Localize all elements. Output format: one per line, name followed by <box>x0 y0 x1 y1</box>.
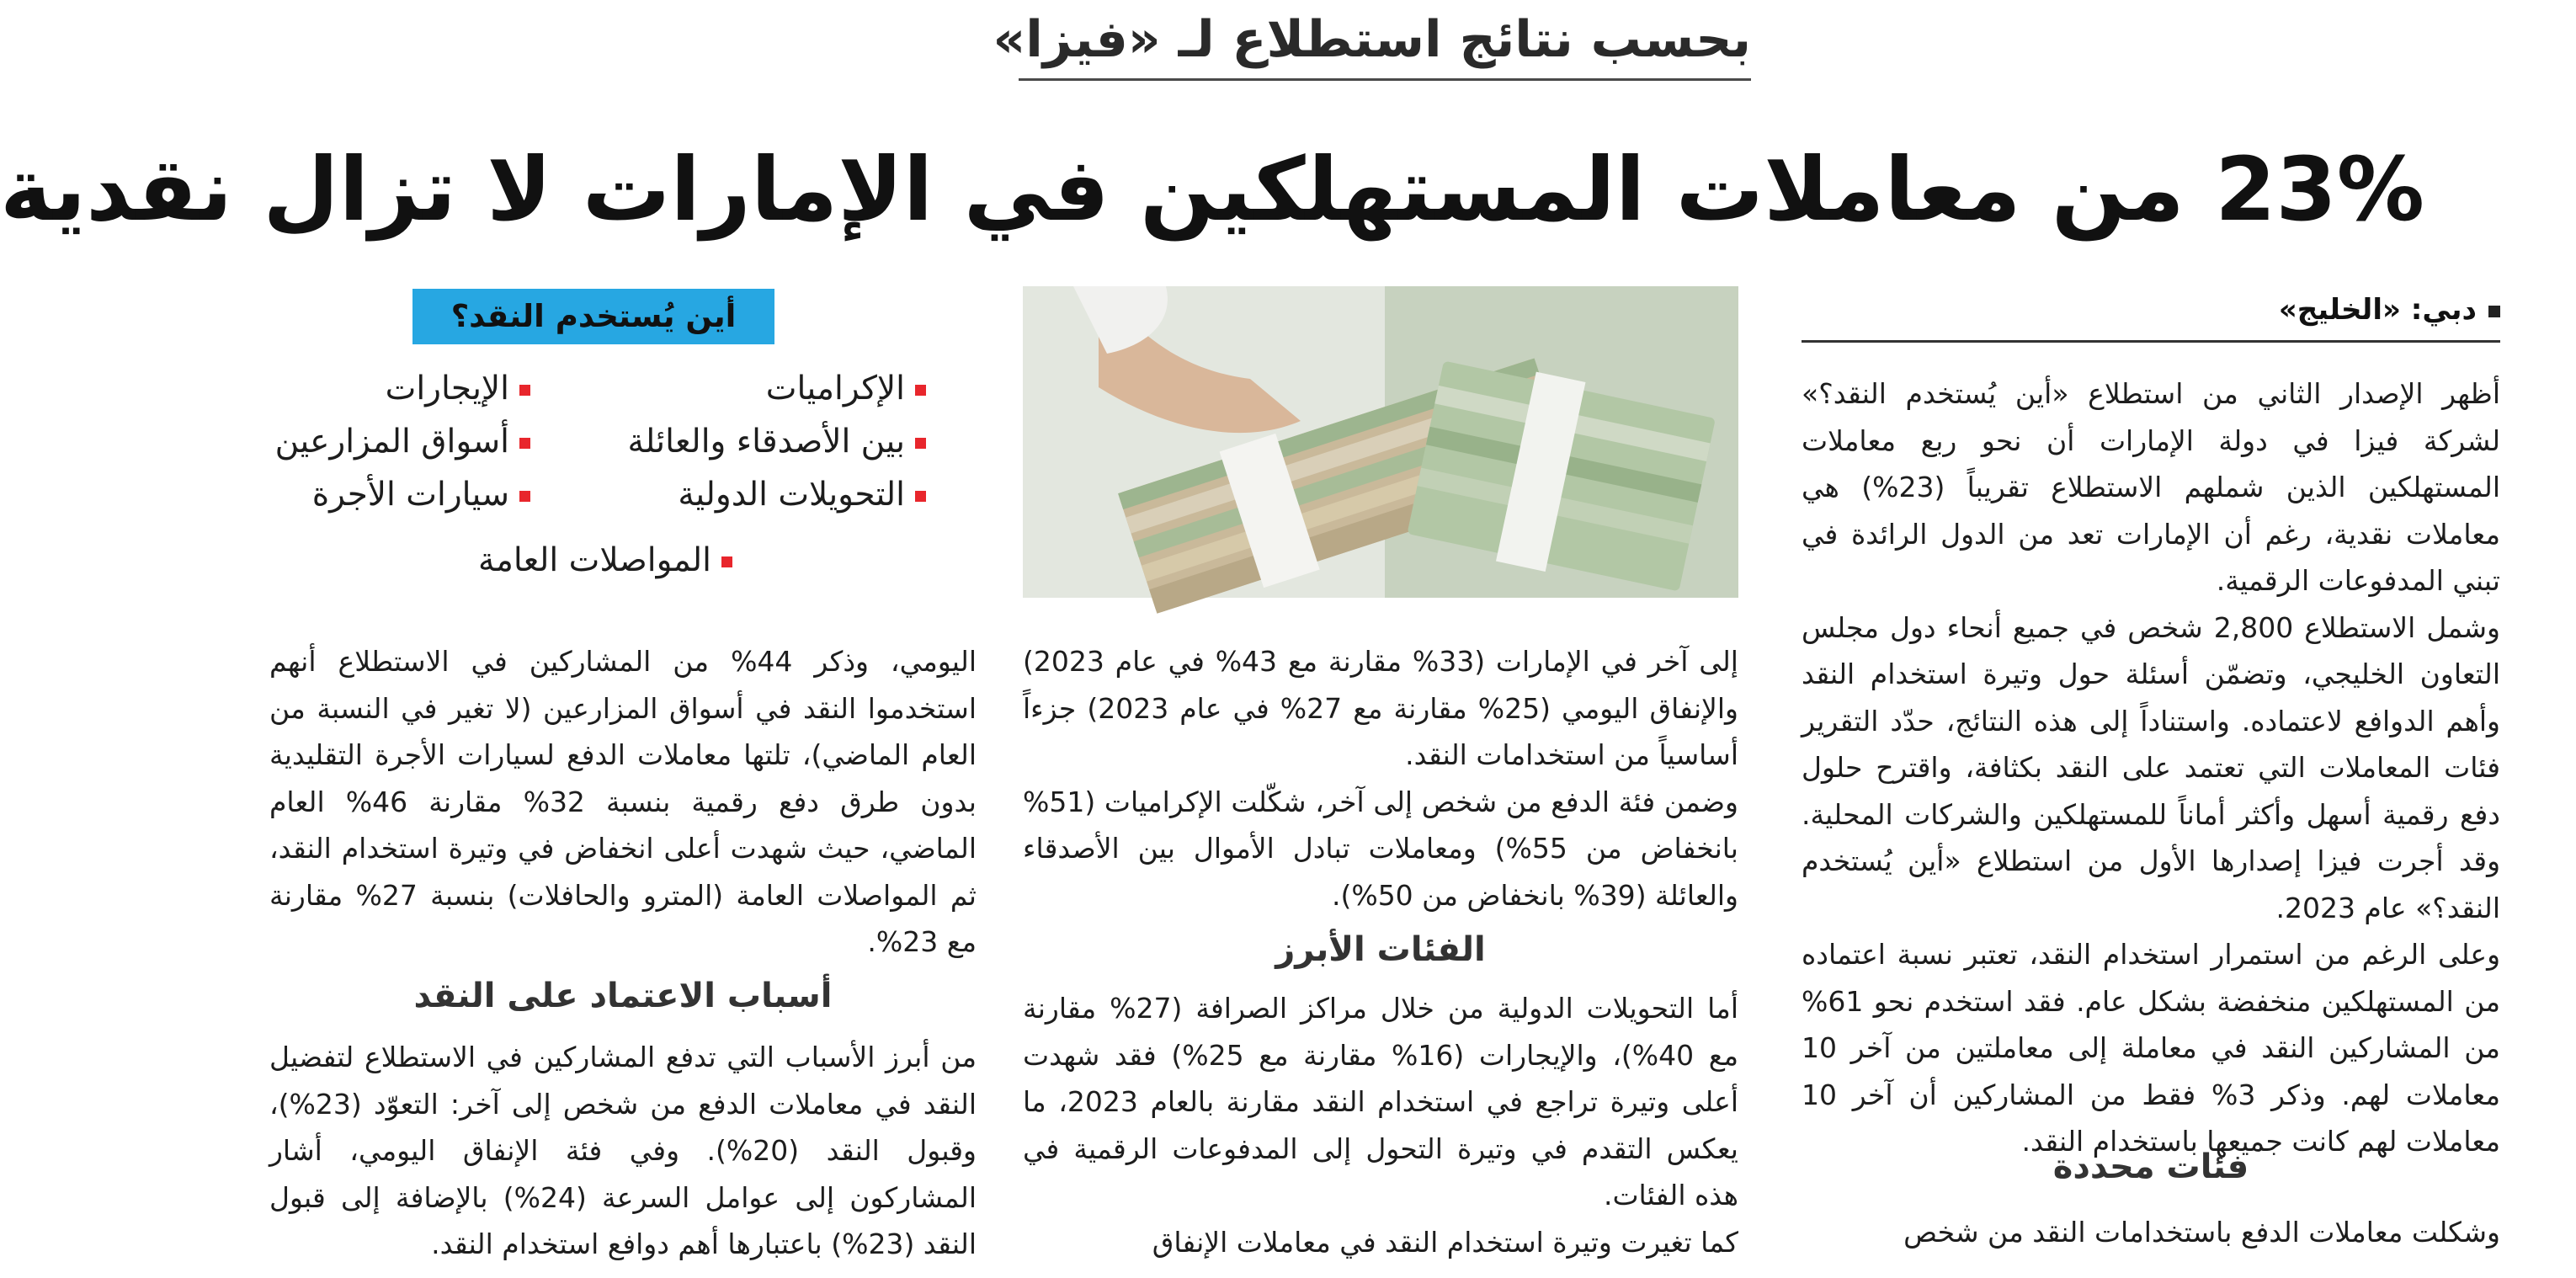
sidebar-item: أسواق المزارعين <box>236 418 530 466</box>
square-bullet-icon <box>2488 306 2500 317</box>
kicker: بحسب نتائج استطلاع لـ «فيزا» <box>1019 7 1751 81</box>
article-column-right-continued <box>1802 1209 2500 1256</box>
article-column-left <box>269 638 977 966</box>
red-square-bullet-icon <box>721 556 732 567</box>
article-column-middle <box>1023 638 1738 919</box>
dateline-text: دبي: «الخليج» <box>2278 293 2477 327</box>
red-square-bullet-icon <box>519 385 530 396</box>
banknotes-hand-icon <box>1023 286 1738 598</box>
cash-photo <box>1023 286 1738 598</box>
sidebar-item: المواصلات العامة <box>396 537 732 584</box>
headline: 23% من معاملات المستهلكين في الإمارات لا تزال نقدية <box>0 138 2424 241</box>
red-square-bullet-icon <box>915 438 926 449</box>
paragraph: كما تغيرت وتيرة استخدام النقد في معاملات الإنفاق <box>1152 1225 1738 1259</box>
red-square-bullet-icon <box>519 491 530 502</box>
subheading-top-categories: الفئات الأبرز <box>1275 930 1486 969</box>
article-column-right <box>1802 370 2500 1165</box>
paragraph: أما التحويلات الدولية من خلال مراكز الصرافة (27% مقارنة مع 40%)، والإيجارات (16% مقارنة مع 25%) فقد شهدت أعلى وتيرة تراجع في استخدام النقد مقارنة بالعام 2023، ما يعكس التقدم في وتيرة التحول إلى المدفوعات الرقمية في هذه الفئات. <box>1023 992 1739 1211</box>
paragraph: إلى آخر في الإمارات (33% مقارنة مع 43% في عام 2023) والإنفاق اليومي (25% مقارنة مع 27% في عام 2023) جزءاً أساسياً من استخدامات النقد. <box>1023 645 1738 771</box>
dateline <box>1802 286 2500 333</box>
article-column-middle-continued <box>1023 985 1738 1265</box>
paragraph: اليومي، وذكر 44% من المشاركين في الاستطلاع أنهم استخدموا النقد في أسواق المزارعين (لا تغير في النسبة من العام الماضي)، تلتها معاملات الدفع لسيارات الأجرة التقليدية بدون طرق دفع رقمية بنسبة 32% مقارنة 46% العام الماضي، حيث شهدت أعلى انخفاض في وتيرة استخدام النقد، ثم المواصلات العامة (المترو والحافلات) بنسبة 27% مقارنة مع 23%. <box>269 645 977 958</box>
paragraph: من أبرز الأسباب التي تدفع المشاركين في الاستطلاع لتفضيل النقد في معاملات الدفع من شخص إلى آخر: التعوّد (23%)، وقبول النقد (20%). وفي فئة الإنفاق اليومي، أشار المشاركون إلى عوامل السرعة (24%) بالإضافة إلى قبول النقد (23%) باعتبارها أهم دوافع استخدام النقد. <box>269 1041 977 1260</box>
article-column-left-continued <box>269 1034 977 1268</box>
sidebar-item: بين الأصدقاء والعائلة <box>556 418 926 466</box>
sidebar-title: أين يُستخدم النقد؟ <box>412 289 774 344</box>
red-square-bullet-icon <box>915 491 926 502</box>
sidebar-item: التحويلات الدولية <box>556 471 926 519</box>
subheading-specific-categories: فئات محددة <box>2052 1148 2249 1186</box>
subheading-reasons: أسباب الاعتماد على النقد <box>413 977 833 1015</box>
paragraph: وشكلت معاملات الدفع باستخدامات النقد من شخص <box>1903 1216 2500 1249</box>
paragraph: وعلى الرغم من استمرار استخدام النقد، تعتبر نسبة اعتماده من المستهلكين منخفضة بشكل عام. فقد استخدم نحو 61% من المشاركين النقد في معاملة إلى معاملتين من آخر 10 معاملات لهم. وذكر 3% فقط من المشاركين أن آخر 10 معاملات لهم كانت جميعها باستخدام النقد. <box>1802 938 2500 1158</box>
sidebar-item: سيارات الأجرة <box>269 471 530 519</box>
red-square-bullet-icon <box>519 438 530 449</box>
paragraph: أظهر الإصدار الثاني من استطلاع «أين يُستخدم النقد؟» لشركة فيزا في دولة الإمارات أن نحو ربع معاملات المستهلكين الذين شملهم الاستطلاع تقريباً (23%) هي معاملات نقدية، رغم أن الإمارات تعد من الدول الرائدة في تبني المدفوعات الرقمية. <box>1802 377 2500 597</box>
sidebar-item: الإيجارات <box>269 365 530 413</box>
sidebar-item: الإكراميات <box>556 365 926 413</box>
red-square-bullet-icon <box>915 385 926 396</box>
paragraph: وضمن فئة الدفع من شخص إلى آخر، شكّلت الإكراميات (51% بانخفاض من 55%) ومعاملات تبادل الأموال بين الأصدقاء والعائلة (39% بانخفاض من 50%). <box>1023 785 1738 912</box>
paragraph: وشمل الاستطلاع 2,800 شخص في جميع أنحاء دول مجلس التعاون الخليجي، وتضمّن أسئلة حول وتيرة استخدام النقد وأهم الدوافع لاعتماده. واستناداً إلى هذه النتائج، حدّد التقرير فئات المعاملات التي تعتمد على النقد بكثافة، واقترح حلول دفع رقمية أسهل وأكثر أماناً للمستهلكين والشركات المحلية. وقد أجرت فيزا إصدارها الأول من استطلاع «أين يُستخدم النقد؟» عام 2023. <box>1802 610 2500 924</box>
dateline-rule <box>1802 340 2500 343</box>
